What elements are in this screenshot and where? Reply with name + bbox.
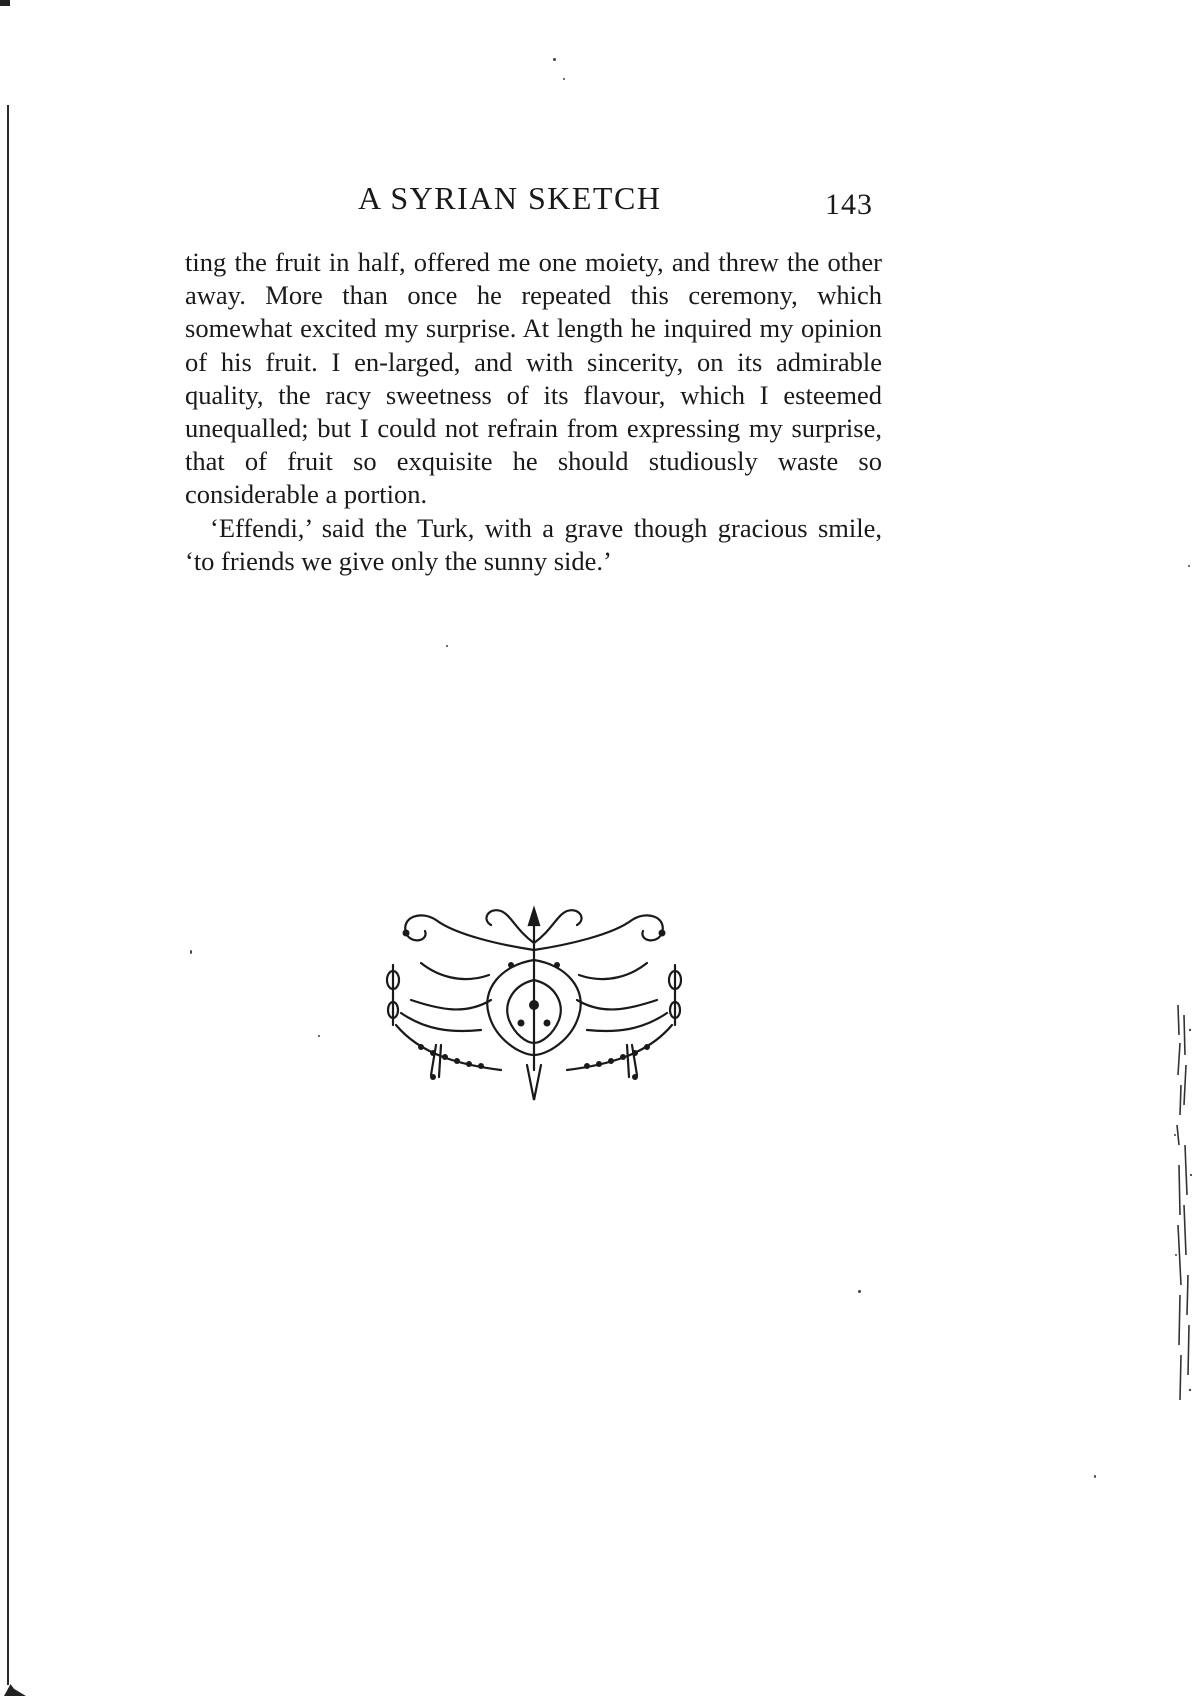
scan-speck xyxy=(318,1035,320,1037)
scan-edge-mark xyxy=(0,0,10,6)
page-number: 143 xyxy=(825,188,873,221)
running-title: A SYRIAN SKETCH xyxy=(358,180,662,216)
scan-speck xyxy=(446,645,448,647)
scan-speck xyxy=(190,950,192,954)
running-head xyxy=(185,180,885,220)
scan-corner-mark xyxy=(4,1684,26,1696)
scan-speck xyxy=(1188,565,1190,567)
scan-speck xyxy=(553,58,556,61)
paragraph: ting the fruit in half, offered me one moiety, and threw the other away. More than once he repeated this ceremony, which somewhat excited my surprise. At length he inquired my opinion of his fruit. I en-larged, and with sincerity, on its admirable quality, the racy sweetness of its flavour, which I esteemed unequalled; but I could not refrain from expressing my surprise, that of fruit so exquisite he should studiously waste so considerable a portion. xyxy=(185,247,882,510)
scan-speck xyxy=(858,1290,861,1293)
paragraph: ‘Effendi,’ said the Turk, with a grave though gracious smile, ‘to friends we give only the sunny side.’ xyxy=(185,512,882,576)
scan-speck xyxy=(1094,1475,1096,1478)
body-text xyxy=(185,246,882,578)
scan-speck xyxy=(563,78,565,80)
binding-edge-rule xyxy=(7,105,9,1685)
tailpiece-ornament-icon xyxy=(381,905,687,1105)
right-edge-bleed xyxy=(1172,995,1194,1405)
